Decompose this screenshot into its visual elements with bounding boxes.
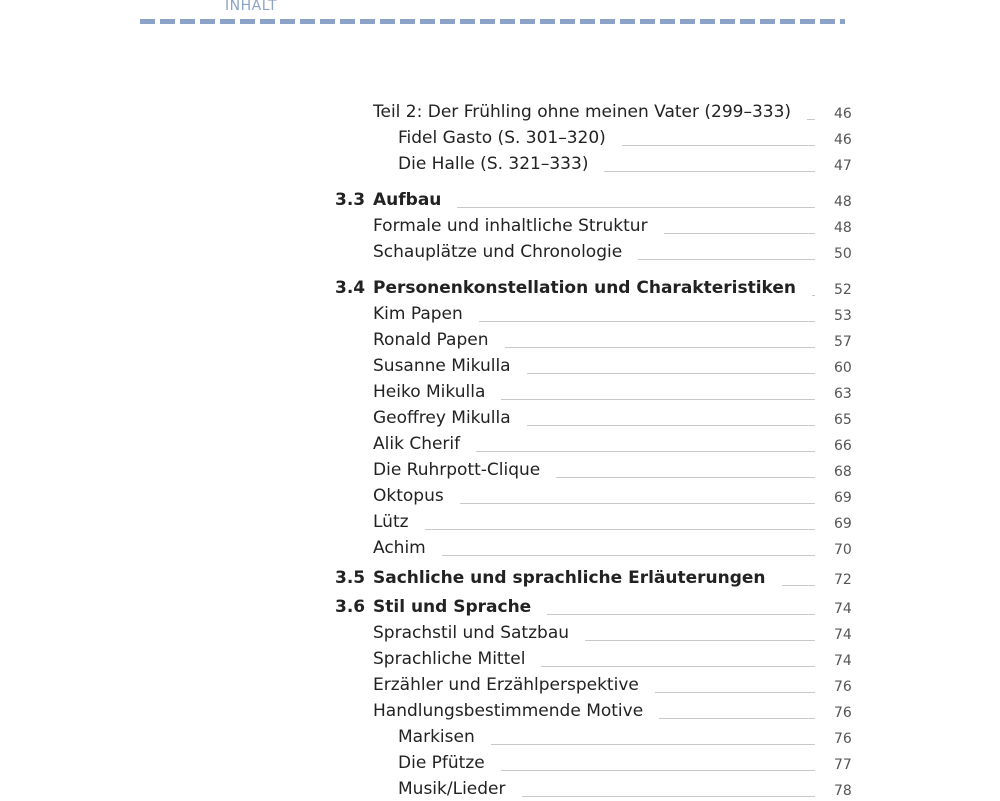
- toc-entry[interactable]: [0, 621, 1000, 645]
- page-number: 78: [834, 783, 852, 799]
- leader-line: [505, 347, 815, 348]
- toc-entry[interactable]: [0, 751, 1000, 775]
- entry-title: Die Halle (S. 321–333): [398, 154, 600, 174]
- leader-line: [585, 640, 815, 641]
- leader-line: [501, 399, 815, 400]
- entry-title: Erzähler und Erzählperspektive: [373, 675, 651, 695]
- page-number: 53: [834, 308, 852, 324]
- page-number: 74: [834, 653, 852, 669]
- section-number: 3.3: [335, 190, 366, 210]
- entry-title: Lütz: [373, 512, 421, 532]
- entry-title: Oktopus: [373, 486, 456, 506]
- running-header: INHALT: [225, 0, 278, 14]
- page-number: 69: [834, 490, 852, 506]
- leader-line: [460, 503, 815, 504]
- toc-entry[interactable]: [0, 328, 1000, 352]
- entry-title: Die Ruhrpott-Clique: [373, 460, 552, 480]
- toc-entry[interactable]: [0, 188, 1000, 212]
- leader-line: [659, 718, 815, 719]
- entry-title: Achim: [373, 538, 438, 558]
- page-number: 65: [834, 412, 852, 428]
- entry-title: Schauplätze und Chronologie: [373, 242, 634, 262]
- entry-title: Heiko Mikulla: [373, 382, 497, 402]
- entry-title: Aufbau: [373, 190, 453, 210]
- page-number: 69: [834, 516, 852, 532]
- page-number: 66: [834, 438, 852, 454]
- toc-entry[interactable]: [0, 240, 1000, 264]
- entry-title: Kim Papen: [373, 304, 475, 324]
- toc-entry[interactable]: [0, 595, 1000, 619]
- toc-entry[interactable]: [0, 100, 1000, 124]
- toc-entry[interactable]: [0, 214, 1000, 238]
- leader-line: [501, 770, 815, 771]
- leader-line: [547, 614, 815, 615]
- entry-title: Formale und inhaltliche Struktur: [373, 216, 660, 236]
- toc-entry[interactable]: [0, 725, 1000, 749]
- page-number: 72: [834, 572, 852, 588]
- leader-line: [541, 666, 815, 667]
- toc-entry[interactable]: [0, 302, 1000, 326]
- leader-line: [457, 207, 815, 208]
- entry-title: Fidel Gasto (S. 301–320): [398, 128, 618, 148]
- leader-line: [556, 477, 815, 478]
- leader-line: [491, 744, 815, 745]
- page-number: 46: [834, 106, 852, 122]
- page-number: 74: [834, 601, 852, 617]
- page-number: 48: [834, 220, 852, 236]
- entry-title: Sprachstil und Satzbau: [373, 623, 581, 643]
- leader-line: [782, 585, 815, 586]
- page-number: 76: [834, 731, 852, 747]
- toc-entry[interactable]: [0, 647, 1000, 671]
- toc-entry[interactable]: [0, 484, 1000, 508]
- leader-line: [527, 373, 815, 374]
- page-number: 60: [834, 360, 852, 376]
- toc-entry[interactable]: [0, 510, 1000, 534]
- entry-title: Handlungsbestimmende Motive: [373, 701, 655, 721]
- page-number: 50: [834, 246, 852, 262]
- entry-title: Die Pfütze: [398, 753, 497, 773]
- page-number: 76: [834, 705, 852, 721]
- page-number: 52: [834, 282, 852, 298]
- entry-title: Susanne Mikulla: [373, 356, 523, 376]
- page-number: 77: [834, 757, 852, 773]
- section-number: 3.5: [335, 568, 366, 588]
- toc-entry[interactable]: [0, 126, 1000, 150]
- entry-title: Geoffrey Mikulla: [373, 408, 523, 428]
- leader-line: [664, 233, 815, 234]
- toc-entry[interactable]: [0, 458, 1000, 482]
- entry-title: Musik/Lieder: [398, 779, 518, 799]
- leader-line: [425, 529, 815, 530]
- page-number: 68: [834, 464, 852, 480]
- entry-title: Markisen: [398, 727, 487, 747]
- entry-title: Alik Cherif: [373, 434, 472, 454]
- entry-title: Sachliche und sprachliche Erläuterungen: [373, 568, 778, 588]
- toc-entry[interactable]: [0, 380, 1000, 404]
- entry-title: Sprachliche Mittel: [373, 649, 537, 669]
- page-number: 76: [834, 679, 852, 695]
- leader-line: [604, 171, 815, 172]
- leader-line: [655, 692, 815, 693]
- page-number: 74: [834, 627, 852, 643]
- entry-title: Ronald Papen: [373, 330, 501, 350]
- entry-title: Teil 2: Der Frühling ohne meinen Vater (299–333): [373, 102, 803, 122]
- leader-line: [622, 145, 815, 146]
- page-number: 57: [834, 334, 852, 350]
- entry-title: Personenkonstellation und Charakteristiken: [373, 278, 808, 298]
- toc-entry[interactable]: [0, 432, 1000, 456]
- toc-entry[interactable]: [0, 673, 1000, 697]
- toc-entry[interactable]: [0, 406, 1000, 430]
- section-number: 3.4: [335, 278, 366, 298]
- page-number: 48: [834, 194, 852, 210]
- section-number: 3.6: [335, 597, 366, 617]
- toc-entry[interactable]: [0, 777, 1000, 801]
- toc-entry[interactable]: [0, 536, 1000, 560]
- leader-line: [807, 119, 815, 120]
- page-number: 70: [834, 542, 852, 558]
- leader-line: [527, 425, 815, 426]
- leader-line: [479, 321, 815, 322]
- leader-line: [638, 259, 815, 260]
- toc-entry[interactable]: [0, 566, 1000, 590]
- toc-entry[interactable]: [0, 276, 1000, 300]
- page-number: 63: [834, 386, 852, 402]
- leader-line: [522, 796, 815, 797]
- entry-title: Stil und Sprache: [373, 597, 543, 617]
- toc-entry[interactable]: [0, 354, 1000, 378]
- page-number: 46: [834, 132, 852, 148]
- toc-entry[interactable]: [0, 699, 1000, 723]
- leader-line: [476, 451, 815, 452]
- page-number: 47: [834, 158, 852, 174]
- leader-line: [442, 555, 815, 556]
- toc-entry[interactable]: [0, 152, 1000, 176]
- leader-line: [812, 295, 815, 296]
